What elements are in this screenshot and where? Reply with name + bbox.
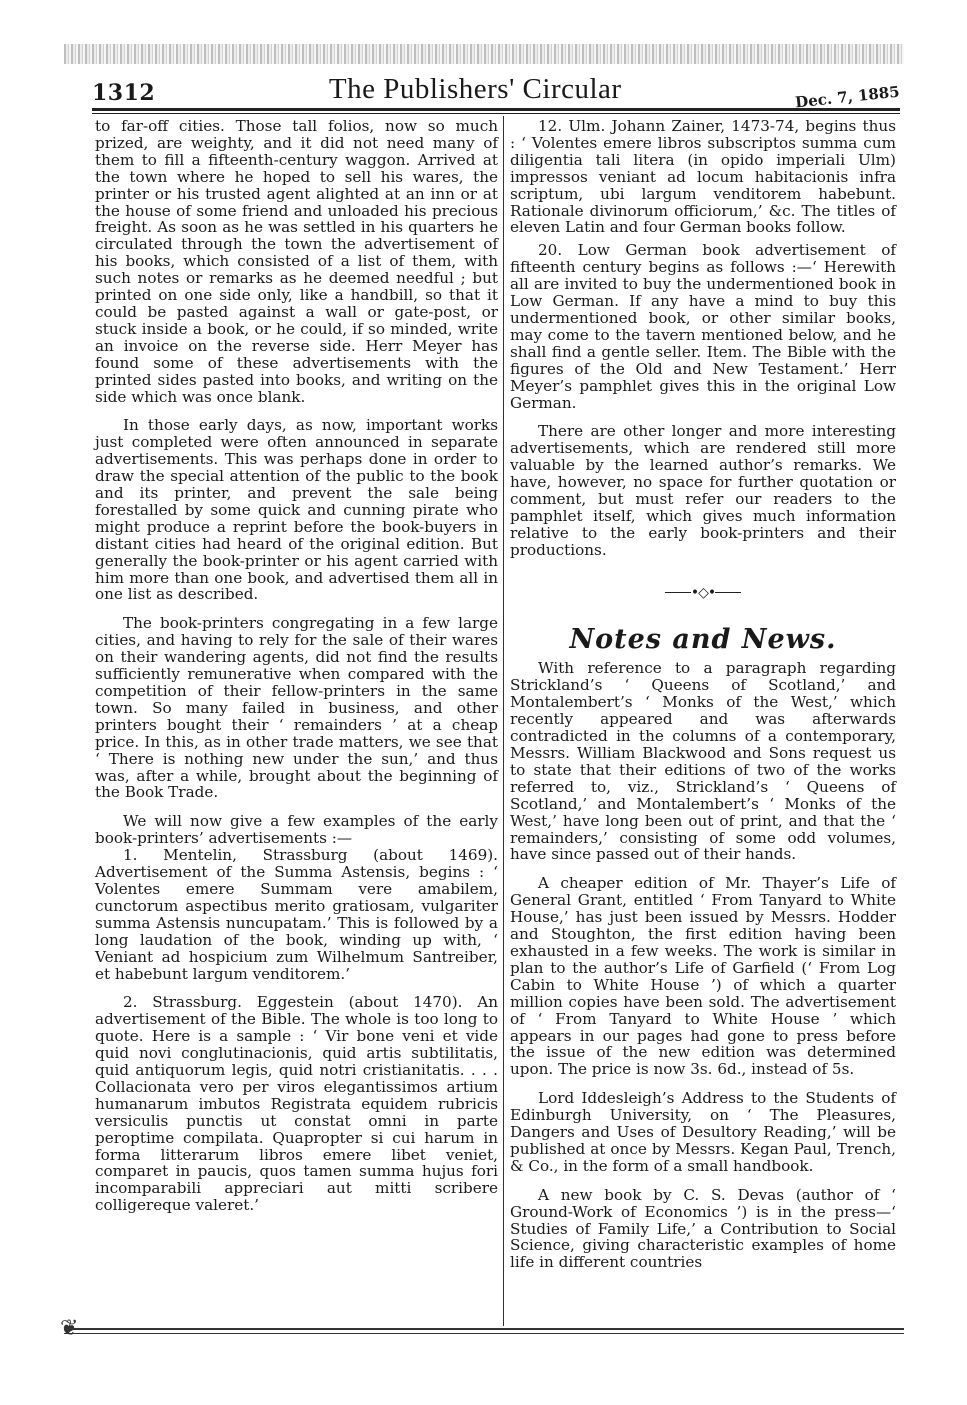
- page-header: [92, 62, 901, 112]
- page-number: 1312: [92, 80, 156, 106]
- article-paragraph: In those early days, as now, important works just completed were often announced in separate advertisements. This was perhaps done in order to draw the special attention of the public to the book and its printer, and prevent the sale being forestalled by some quick and cunning pirate who might produce a reprint before the book-buyers in distant cities had heard of the original edition. But generally the book-printer or his agent carried with him more than one book, and advertised them all in one list as described.: [95, 416, 498, 604]
- article-paragraph: to far-off cities. Those tall folios, now so much prized, are weighty, and it did not need many of them to fill a fifteenth-century waggon. Arrived at the town where he hoped to sell his wares, the printer or his trusted agent alighted at an inn or at the house of some friend and unloaded his precious freight. As soon as he was settled in his quarters he circulated through the town the advertisement of his books, which consisted of a list of them, with such notes or remarks as he deemed needful ; but printed on one side only, like a handbill, so that it could be pasted against a wall or gate-post, or stuck inside a book, or he could, if so minded, write an invoice on the reverse side. Herr Meyer has found some of these advertisements with the printed sides pasted into books, and writing on the side which was once blank.: [95, 117, 498, 406]
- example-paragraph: 20. Low German book advertisement of fifteenth century begins as follows :—‘ Herewith all are invited to buy the undermentioned book in Low German. If any have a mind to buy this undermentioned book, or other similar books, may come to the tavern mentioned below, and he shall find a gentle seller. Item. The Bible with the figures of the Old and New Testament.’ Herr Meyer’s pamphlet gives this in the original Low German.: [510, 241, 896, 412]
- article-paragraph: The book-printers congregating in a few large cities, and having to rely for the sale of their wares on their wandering agents, did not find the results sufficiently remunerative when compared with the competition of their fellow-printers in the same town. So many failed in business, and other printers bought their ‘ remainders ’ at a cheap price. In this, as in other trade matters, we see that ‘ There is nothing new under the sun,’ and thus was, after a while, brought about the beginning of the Book Trade.: [95, 614, 498, 802]
- header-rule: [92, 108, 900, 111]
- journal-title: The Publishers' Circular: [328, 73, 622, 105]
- article-paragraph: There are other longer and more interesting advertisements, which are rendered still more valuable by the learned author’s remarks. We have, however, no space for further quotation or comment, but must refer our readers to the pamphlet itself, which gives much information relative to the early book-printers and their productions.: [510, 422, 896, 559]
- section-heading: Notes and News.: [569, 623, 837, 655]
- news-paragraph: With reference to a paragraph regarding Strickland’s ‘ Queens of Scotland,’ and Montalembert’s ‘ Monks of the West,’ which recently appeared and was afterwards contradicted in the columns of a contemporary, Messrs. William Blackwood and Sons request us to state that their editions of two of the works referred to, viz., Strickland’s ‘ Queens of Scotland,’ and Montalembert’s ‘ Monks of the West,’ have long been out of print, and that the ‘ remainders,’ consisting of some odd volumes, have since passed out of their hands.: [510, 659, 896, 864]
- ornament-rule-icon: •◇•: [510, 585, 896, 602]
- example-paragraph: 2. Strassburg. Eggestein (about 1470). An advertisement of the Bible. The whole is too long to quote. Here is a sample : ‘ Vir bone veni et vide quid novi conglutinacionis, quid artis subtilitatis, quid antiquorum legis, quid notri cristianitatis. . . . Collacionata vero per viros elegantissimos artium humanarum imbutos Registrata equidem rubricis versiculis punctis ut constat omni in parte peroptime compilata. Quapropter si cui harum in forma litterarum libros emere libet veniet, comparet in paucis, quos tamen summa hujus fori incomparabili appreciari aut mitti scribere colligereque valeret.’: [95, 993, 498, 1215]
- news-paragraph: A cheaper edition of Mr. Thayer’s Life of General Grant, entitled ‘ From Tanyard to White House,’ has just been issued by Messrs. Hodder and Stoughton, the first edition having been exhausted in a few weeks. The work is similar in plan to the author’s Life of Garfield (‘ From Log Cabin to White House ’) of which a quarter million copies have been sold. The advertisement of ‘ From Tanyard to White House ’ which appears in our pages had gone to press before the issue of the new edition was determined upon. The price is now 3s. 6d., instead of 5s.: [510, 874, 896, 1079]
- right-column: [510, 118, 896, 1283]
- news-paragraph: A new book by C. S. Devas (author of ‘ Ground-Work of Economics ’) is in the press—‘ Studies of Family Life,’ a Contribution to Social Science, giving characteristic examples of home life in different countries: [510, 1185, 896, 1272]
- example-paragraph: 1. Mentelin, Strassburg (about 1469). Advertisement of the Summa Astensis, begins : ‘ Volentes emere Summam vere amabilem, cunctorum aspectibus merito gratiosam, vulgariter summa Astensis nuncupatam.’ This is followed by a long laudation of the book, winding up with, ‘ Veniant ad hospicium zum Wilhelmum Santreiber, et habebunt largum venditorem.’: [95, 846, 498, 983]
- header-rule-thin: [92, 113, 900, 114]
- fleuron-icon: ❦: [60, 1316, 79, 1341]
- column-divider: [503, 116, 504, 1326]
- article-paragraph: We will now give a few examples of the early book-printers’ advertisements :—: [95, 812, 498, 848]
- news-paragraph: Lord Iddesleigh’s Address to the Students of Edinburgh University, on ‘ The Pleasures, Dangers and Uses of Desultory Reading,’ will be published at once by Messrs. Kegan Paul, Trench, & Co., in the form of a small handbook.: [510, 1089, 896, 1175]
- left-column: [95, 118, 498, 1226]
- footer-rule: [64, 1328, 904, 1330]
- issue-date: Dec. 7, 1885: [794, 82, 901, 112]
- footer-rule-thin: [64, 1333, 904, 1334]
- example-paragraph: 12. Ulm. Johann Zainer, 1473-74, begins thus : ‘ Volentes emere libros subscriptos summa cum diligentia tali litera (in opido imperiali Ulm) impressos veniant ad locum habitacionis infra scriptum, ubi largum venditorem habebunt. Rationale divinorum officiorum,’ &c. The titles of eleven Latin and four German books follow.: [510, 117, 896, 237]
- header-texture: [64, 44, 904, 64]
